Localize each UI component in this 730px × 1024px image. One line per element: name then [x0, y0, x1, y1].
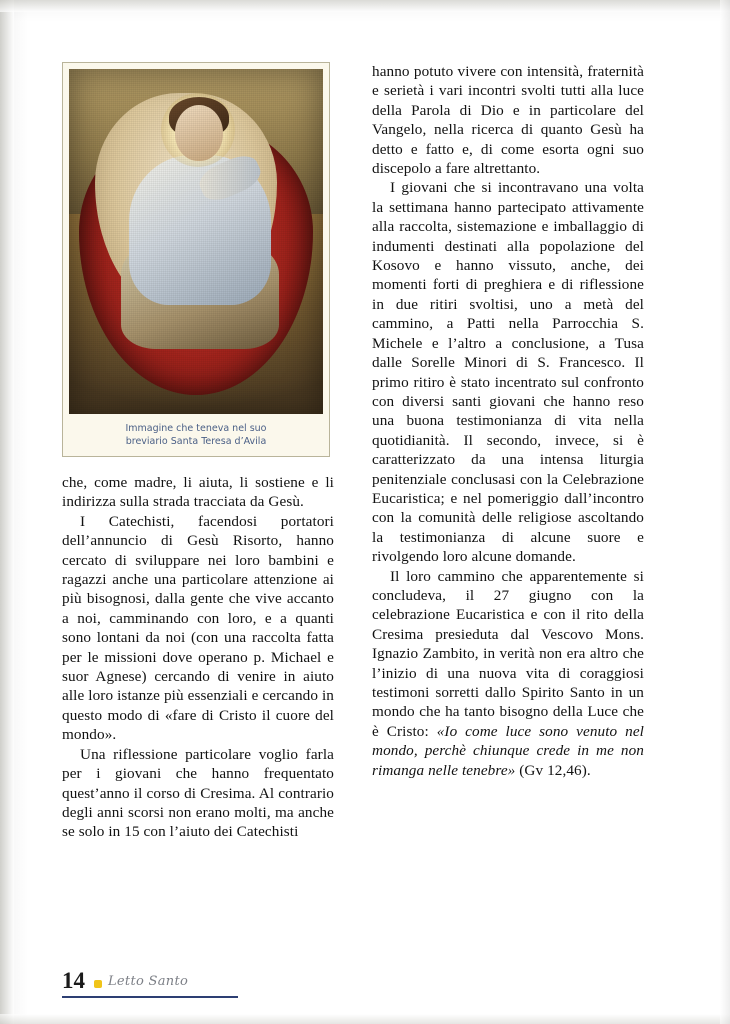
figure-caption-line-1: Immagine che teneva nel suo — [125, 423, 267, 434]
figure-block — [62, 62, 330, 457]
column-right — [372, 62, 644, 780]
paragraph-with-quotation — [372, 567, 644, 780]
paragraph: I giovani che si incontravano una volta la settimana hanno partecipato attivamente alla raccolta, sistemazione e imballaggio di indumenti destinati alla popolazione del Kosovo e hanno vissuto, anche, dei momenti forti di preghiera e di riflessione in due ritiri svoltisi, uno a metà del cammino, a Patti nella Parrocchia S. Michele e l’altro a conclusione, a Tusa dalle Sorelle Minori di S. Francesco. Il primo ritiro è stato incentrato sul confronto con diversi santi giovani che hanno reso una buona testimonianza di vita nella quotidianità. Il secondo, invece, si è caratterizzato da una intensa liturgia penitenziale conclusasi con la Celebrazione Eucaristica; e nel pomeriggio dall’incontro con la comunità delle religiose ascoltando la testimonianza di alcune suore e rivolgendo loro alcune domande. — [372, 179, 644, 566]
publication-title: Letto Santo — [108, 974, 189, 989]
page-edge-left — [0, 0, 14, 1024]
page-edge-bottom — [0, 1014, 730, 1024]
paragraph-lead-text: Il loro cammino che apparentemente si concludeva, il 27 giugno con la celebrazione Eucaristica e con il rito della Cresima presieduta dal Vescovo Mons. Ignazio Zambito, in verità non era altro che l’inizio di una nuova vita di coraggiosi testimoni sorretti dallo Spirito Santo in un mondo che ha tanto bisogno della Luce che è Cristo: — [372, 567, 644, 740]
page-number: 14 — [62, 968, 85, 993]
paragraph: hanno potuto vivere con intensità, fraternità e serietà i vari incontri svolti tutti alla luce della Parola di Dio e in particolare del Vangelo, nella ricerca di quanto Gesù ha detto e fatto e, di come esorta ogni suo discepolo a fare altrettanto. — [372, 63, 644, 178]
figure-caption — [69, 422, 323, 452]
square-bullet-icon — [94, 980, 102, 988]
page-footer — [62, 968, 662, 1002]
page-edge-top — [0, 0, 730, 12]
image-vignette — [69, 69, 323, 414]
paragraph: Una riflessione particolare voglio farla per i giovani che hanno frequentato quest’anno il corso di Cresima. Al contrario degli anni scorsi non erano molti, ma anche se solo in 15 con l’aiuto dei Catechisti — [62, 745, 334, 841]
column-left — [62, 62, 334, 842]
scripture-quotation: «Io come luce sono venuto nel mondo, perchè chiunque crede in me non rimanga nelle tenebre» — [372, 722, 644, 779]
paragraph: I Catechisti, facendosi portatori dell’annuncio di Gesù Risorto, hanno cercato di sviluppare nei loro bambini e ragazzi anche una particolare attenzione ai più bisognosi, dalla gente che vive accanto a noi, camminando con loro, e a quanti sono lontani da noi (con una raccolta fatta per le missioni dove operano p. Michael e suor Agnese) cercando di venire in aiuto alle loro istanze più essenziali e cercando in questo modo di «fare di Cristo il cuore del mondo». — [62, 512, 334, 744]
scripture-reference: (Gv 12,46). — [515, 761, 591, 779]
holy-card-image — [69, 69, 323, 414]
page-edge-right — [720, 0, 730, 1024]
page-content — [62, 62, 662, 967]
figure-caption-line-2: breviario Santa Teresa d’Avila — [125, 436, 267, 447]
paragraph: che, come madre, li aiuta, li sostiene e li indirizza sulla strada tracciata da Gesù. — [62, 474, 334, 511]
footer-divider — [62, 996, 238, 998]
